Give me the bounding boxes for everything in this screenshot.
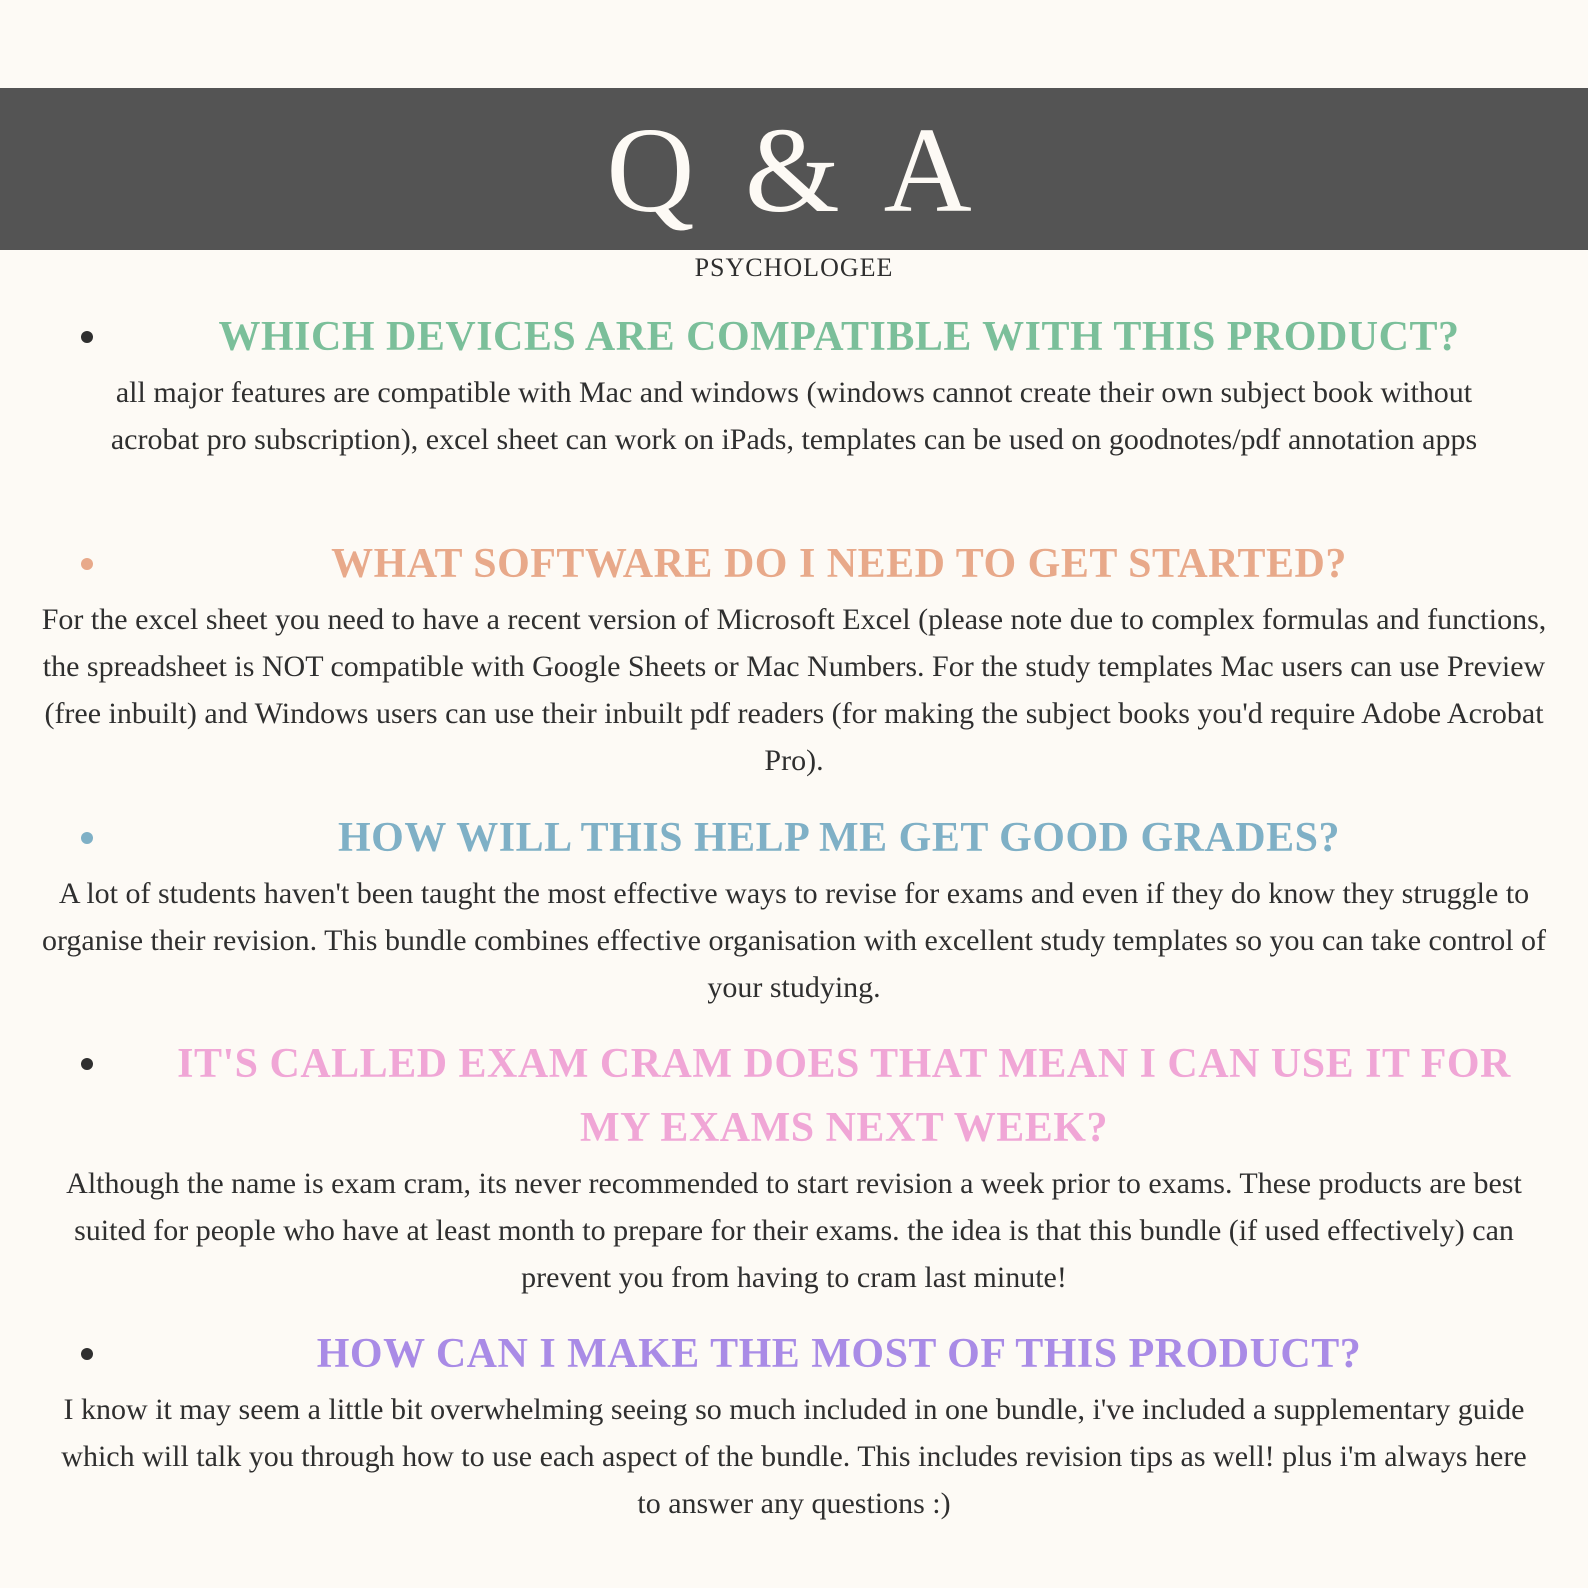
- answer-4: Although the name is exam cram, its never recommended to start revision a week prior to exams. These products are best suited for people who have at least month to prepare for their exams. the idea is that this bundle (if used effectively) can prevent you from having to cram last minute!: [66, 1167, 1522, 1294]
- question-5: HOW CAN I MAKE THE MOST OF THIS PRODUCT?: [316, 1331, 1362, 1377]
- bullet-icon: [81, 832, 93, 844]
- faq-item-4: [0, 1032, 1588, 1301]
- question-4: IT'S CALLED EXAM CRAM DOES THAT MEAN I CAN USE IT FOR MY EXAMS NEXT WEEK?: [177, 1041, 1511, 1151]
- bullet-icon: [81, 331, 93, 343]
- answer-1: all major features are compatible with Mac and windows (windows cannot create their own subject book without acrobat pro subscription), excel sheet can work on iPads, templates can be used on goodnotes/pdf annotation apps: [110, 376, 1478, 456]
- brand-name: PSYCHOLOGEE: [694, 253, 894, 282]
- question-3: HOW WILL THIS HELP ME GET GOOD GRADES?: [337, 815, 1340, 861]
- faq-item-1: [0, 305, 1588, 463]
- answer-5: I know it may seem a little bit overwhelming seeing so much included in one bundle, i've included a supplementary guide which will talk you through how to use each aspect of the bundle. This includes revision tips as well! plus i'm always here to answer any questions :): [61, 1393, 1527, 1520]
- faq-item-2: [0, 532, 1588, 784]
- bullet-icon: [81, 1348, 93, 1360]
- bullet-icon: [81, 558, 93, 570]
- faq-item-3: [0, 806, 1588, 1011]
- question-1: WHICH DEVICES ARE COMPATIBLE WITH THIS PRODUCT?: [218, 314, 1460, 360]
- header-band: [0, 88, 1588, 250]
- bullet-icon: [81, 1058, 93, 1070]
- question-2: WHAT SOFTWARE DO I NEED TO GET STARTED?: [331, 541, 1347, 587]
- answer-3: A lot of students haven't been taught the most effective ways to revise for exams and even if they do know they struggle to organise their revision. This bundle combines effective organisation with excellent study templates so you can take control of your studying.: [41, 877, 1547, 1004]
- faq-item-5: [0, 1322, 1588, 1527]
- page-title: Q & A: [606, 103, 982, 238]
- answer-2: For the excel sheet you need to have a recent version of Microsoft Excel (please note due to complex formulas and functions, the spreadsheet is NOT compatible with Google Sheets or Mac Numbers. For the study templates Mac users can use Preview (free inbuilt) and Windows users can use their inbuilt pdf readers (for making the subject books you'd require Adobe Acrobat Pro).: [41, 603, 1547, 777]
